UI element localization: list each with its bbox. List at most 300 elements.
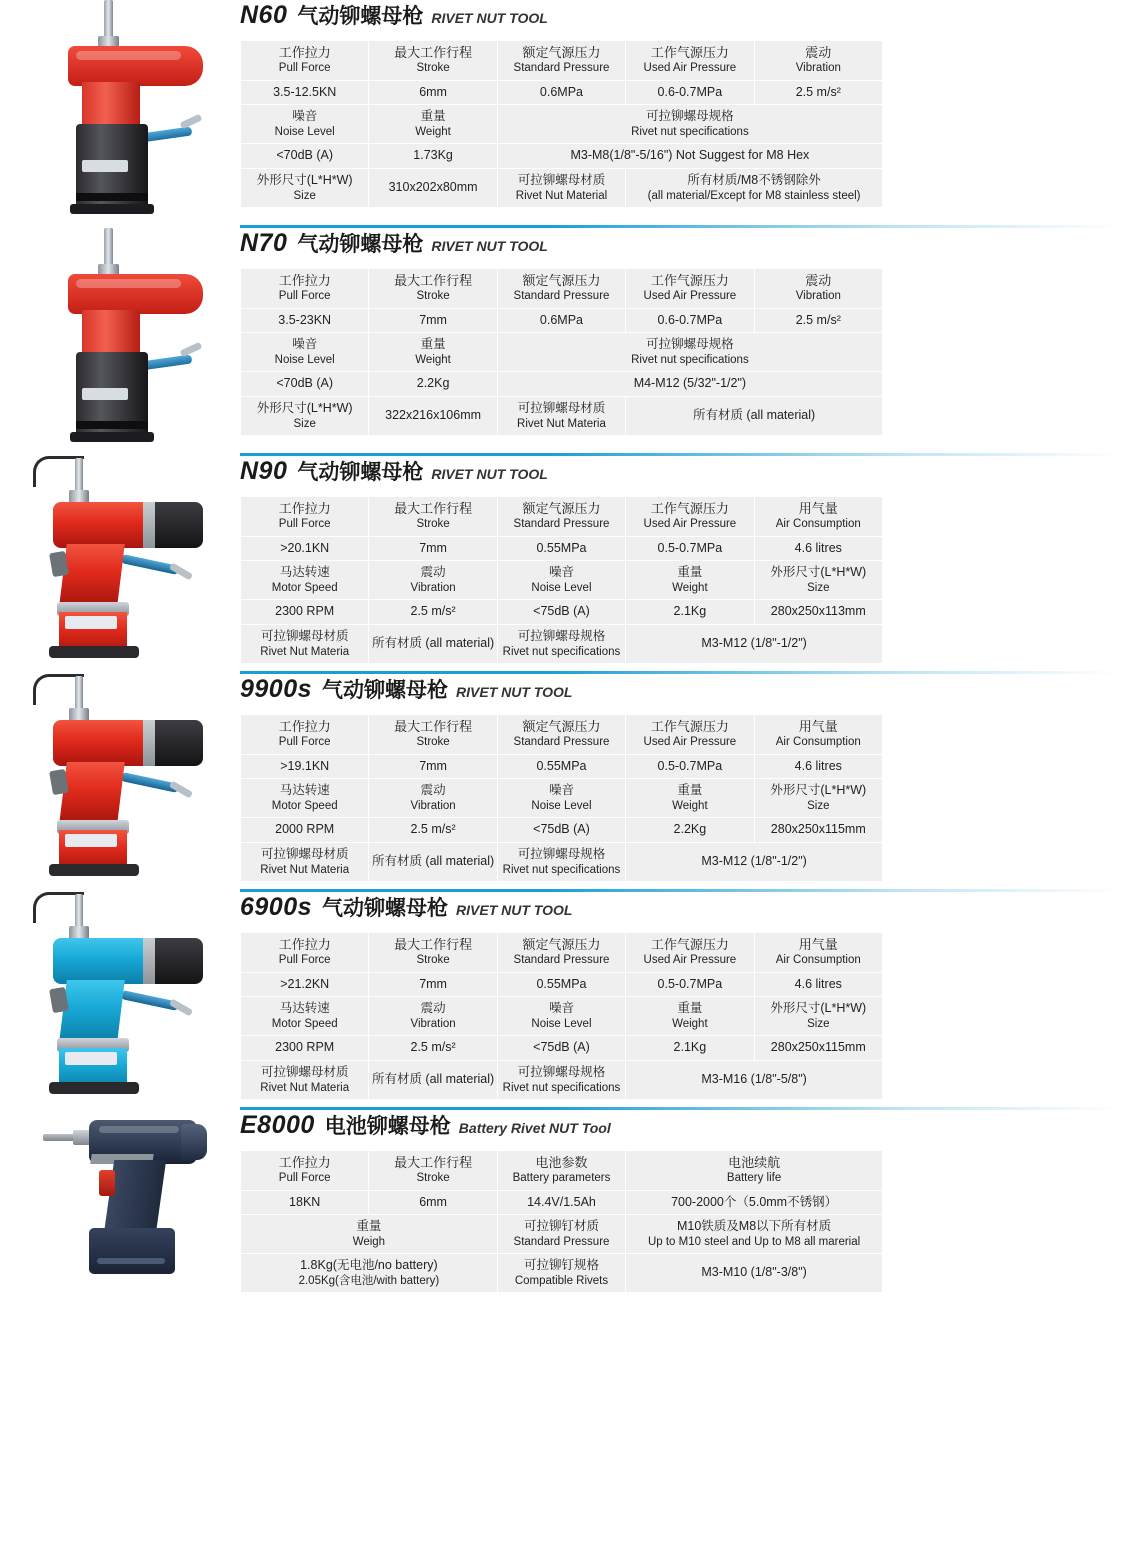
tool-grip <box>59 980 125 1042</box>
spec-value-cell <box>497 308 625 333</box>
spec-label-cn: 可拉铆螺母材质 <box>517 400 606 415</box>
spec-header-cn: 工作拉力 <box>278 719 331 734</box>
spec-header-cn: 最大工作行程 <box>394 45 473 60</box>
spec-header-cell <box>241 933 369 973</box>
spec-value-cell <box>241 1254 498 1293</box>
spec-value-cn: 2.1Kg <box>673 604 707 619</box>
spec-value-cn: 0.5-0.7MPa <box>657 758 723 773</box>
spec-header-cn: 额定气源压力 <box>522 719 601 734</box>
spec-value-cn: 2.5 m/s² <box>795 312 841 327</box>
spec-label-cell <box>497 105 882 144</box>
spec-value-cn: 322x216x106mm <box>385 408 482 423</box>
spec-header-en: Air Consumption <box>775 518 861 531</box>
table-row <box>241 144 883 169</box>
spec-label-cell <box>369 561 497 600</box>
spec-header-cn: 工作气源压力 <box>650 273 729 288</box>
spec-value-cell <box>241 144 369 169</box>
spec-label-cn: 马达转速 <box>279 1001 330 1016</box>
spec-label-cell <box>626 997 754 1036</box>
spec-value-cn: 7mm <box>419 540 447 555</box>
spec-label-en: Vibration <box>410 1017 456 1030</box>
spec-value-cell <box>369 754 497 779</box>
spec-table <box>240 496 883 664</box>
spec-header-cn: 额定气源压力 <box>522 501 601 516</box>
spec-label-cell <box>241 1060 369 1099</box>
spec-value-cn: <70dB (A) <box>276 148 334 163</box>
spec-header-cn: 工作拉力 <box>278 273 331 288</box>
table-row <box>241 624 883 663</box>
spec-label-en: Rivet nut specifications <box>502 1081 621 1094</box>
spec-value-cn: 310x202x80mm <box>388 180 478 195</box>
spec-label-cell <box>369 997 497 1036</box>
spec-value-cell <box>241 536 369 561</box>
spec-value-cn: 7mm <box>419 976 447 991</box>
spec-label-cell <box>497 842 625 881</box>
spec-label-cell <box>241 396 369 435</box>
spec-value-cell <box>369 80 497 105</box>
product-image-pneumatic-red-pistol <box>13 674 228 889</box>
product-block-e8000 <box>0 1110 1140 1310</box>
spec-header-cn: 工作拉力 <box>278 937 331 952</box>
spec-value-cell <box>754 536 882 561</box>
spec-header-cn: 用气量 <box>798 501 838 516</box>
table-row <box>241 1190 883 1215</box>
spec-label-en: Vibration <box>410 799 456 812</box>
spec-label-cn: 可拉铆螺母材质 <box>260 846 349 861</box>
spec-value-cn: 0.55MPa <box>536 758 587 773</box>
spec-header-cell <box>497 41 625 81</box>
product-model: N60 <box>240 1 288 29</box>
spec-value-cn: <75dB (A) <box>533 822 590 837</box>
spec-header-en: Pull Force <box>278 62 331 75</box>
table-row <box>241 168 883 207</box>
spec-label-en: Compatible Rivets <box>514 1274 609 1287</box>
table-row <box>241 41 883 81</box>
spec-value-cell <box>369 1036 497 1061</box>
spec-label-en: Noise Level <box>531 581 592 594</box>
spec-value-cn: 280x250x115mm <box>770 822 866 837</box>
spec-value-cn: >20.1KN <box>280 540 330 555</box>
tool-logo <box>82 160 128 172</box>
product-image-cell <box>0 0 240 225</box>
spec-header-en: Stroke <box>416 62 450 75</box>
table-row <box>241 842 883 881</box>
spec-header-en: Standard Pressure <box>513 518 610 531</box>
spec-label-cell <box>241 1215 498 1254</box>
table-row <box>241 997 883 1036</box>
spec-value-cell <box>369 1060 497 1099</box>
spec-value-cell <box>369 308 497 333</box>
spec-label-cell <box>754 779 882 818</box>
table-row <box>241 269 883 309</box>
spec-value-cell <box>626 168 883 207</box>
tool-trigger <box>49 769 69 795</box>
table-row <box>241 536 883 561</box>
spec-value-cn: 0.5-0.7MPa <box>657 540 723 555</box>
spec-header-en: Used Air Pressure <box>643 290 737 303</box>
product-content <box>240 0 1140 208</box>
tool-logo <box>65 834 117 847</box>
spec-label-cn: 可拉铆螺母规格 <box>646 337 734 352</box>
product-model: N90 <box>240 457 288 485</box>
spec-label-cell <box>241 624 369 663</box>
tool-grip <box>59 762 125 824</box>
spec-label-cn: 可拉铆螺母材质 <box>260 1064 349 1079</box>
spec-value-cell <box>626 818 754 843</box>
spec-label-en: Noise Level <box>531 799 592 812</box>
tool-trigger <box>99 1170 115 1196</box>
spec-value-cell <box>369 818 497 843</box>
spec-header-cell <box>497 497 625 537</box>
spec-value-cn: 2.5 m/s² <box>410 822 456 837</box>
spec-label-cn: 外形尺寸(L*H*W) <box>256 400 353 415</box>
spec-value-cell <box>497 372 882 397</box>
product-name-en: RIVET NUT TOOL <box>456 684 573 700</box>
spec-value-cell <box>369 624 497 663</box>
tool-head <box>68 46 203 86</box>
spec-value-cn: M10铁质及M8以下所有材质 <box>676 1219 832 1234</box>
spec-header-cn: 震动 <box>805 45 832 60</box>
spec-value-cell <box>241 372 369 397</box>
spec-label-cn: 外形尺寸(L*H*W) <box>770 565 867 580</box>
spec-value-cn: <75dB (A) <box>533 1040 590 1055</box>
tool-body <box>82 82 140 128</box>
spec-header-en: Standard Pressure <box>513 954 610 967</box>
spec-header-en: Vibration <box>795 62 841 75</box>
spec-label-en: Size <box>293 417 316 430</box>
spec-label-cell <box>369 333 497 372</box>
spec-value-cn: 4.6 litres <box>794 758 842 773</box>
spec-value-cn: M4-M12 (5/32"-1/2") <box>633 376 747 391</box>
spec-label-en: Standard Pressure <box>513 1235 610 1248</box>
spec-header-cell <box>754 497 882 537</box>
table-row <box>241 1215 883 1254</box>
spec-label-cn: 外形尺寸(L*H*W) <box>770 783 867 798</box>
spec-value-cn: 0.5-0.7MPa <box>657 976 723 991</box>
tool-base <box>49 864 139 876</box>
product-content <box>240 892 1140 1100</box>
spec-label-en: Weight <box>415 353 451 366</box>
product-model: 9900s <box>240 675 313 703</box>
spec-value-cn: 6mm <box>419 1194 447 1209</box>
spec-header-cell <box>497 1151 625 1191</box>
spec-header-en: Vibration <box>795 290 841 303</box>
spec-value-cell <box>241 818 369 843</box>
spec-header-cn: 额定气源压力 <box>522 45 601 60</box>
spec-label-cn: 重量 <box>677 565 703 580</box>
spec-header-cn: 工作拉力 <box>278 1155 331 1170</box>
spec-value-cn: <70dB (A) <box>276 376 334 391</box>
product-model: 6900s <box>240 893 313 921</box>
spec-label-cell <box>754 561 882 600</box>
spec-value-cell <box>241 600 369 625</box>
spec-value-cn: 18KN <box>289 1194 321 1209</box>
product-model: N70 <box>240 229 288 257</box>
spec-header-cell <box>241 41 369 81</box>
product-image-cell <box>0 674 240 889</box>
spec-value-cell <box>369 144 497 169</box>
spec-label-en: Rivet Nut Materia <box>517 417 606 430</box>
spec-label-cn: 可拉铆螺母规格 <box>517 846 606 861</box>
product-name-cn: 气动铆螺母枪 <box>322 897 449 920</box>
spec-label-en: Noise Level <box>531 1017 592 1030</box>
spec-value-en: (all material/Except for M8 stainless steel) <box>647 189 861 202</box>
spec-header-en: Stroke <box>416 736 450 749</box>
spec-header-en: Standard Pressure <box>513 736 610 749</box>
spec-value-cell <box>241 1036 369 1061</box>
spec-label-en: Rivet Nut Materia <box>260 1081 350 1094</box>
product-image-cell <box>0 456 240 671</box>
spec-header-cell <box>369 1151 497 1191</box>
spec-table <box>240 40 883 208</box>
table-row <box>241 1060 883 1099</box>
spec-header-cell <box>626 497 754 537</box>
spec-label-en: Weight <box>672 799 708 812</box>
spec-value-cn: 700-2000个（5.0mm不锈钢） <box>671 1194 838 1209</box>
spec-value-cn: 2.2Kg <box>673 822 707 837</box>
tool-cylinder-rear <box>155 720 203 766</box>
product-title <box>240 892 1112 922</box>
spec-header-cn: 工作拉力 <box>278 45 331 60</box>
spec-value-cn: 2300 RPM <box>275 604 335 619</box>
spec-value-cn: 14.4V/1.5Ah <box>527 1194 596 1209</box>
spec-label-cell <box>497 333 882 372</box>
spec-label-cn: 噪音 <box>292 337 318 352</box>
spec-value-cn: 所有材质 (all material) <box>371 854 495 869</box>
spec-value-cell <box>369 600 497 625</box>
tool-battery <box>89 1228 175 1274</box>
spec-value-cell <box>754 1036 882 1061</box>
spec-value-cell <box>626 80 754 105</box>
table-row <box>241 561 883 600</box>
table-row <box>241 396 883 435</box>
product-name-en: RIVET NUT TOOL <box>431 466 548 482</box>
spec-header-en: Used Air Pressure <box>643 954 737 967</box>
spec-value-cell <box>626 754 754 779</box>
spec-label-cell <box>626 561 754 600</box>
spec-value-cell <box>497 1190 625 1215</box>
spec-label-en: Rivet Nut Materia <box>260 863 350 876</box>
spec-label-cell <box>369 105 497 144</box>
spec-value-en: Up to M10 steel and Up to M8 all marerial <box>647 1235 861 1248</box>
spec-label-cn: 外形尺寸(L*H*W) <box>770 1001 867 1016</box>
spec-header-en: Stroke <box>416 518 450 531</box>
spec-label-cn: 震动 <box>420 565 446 580</box>
spec-value-cell <box>497 818 625 843</box>
table-row <box>241 818 883 843</box>
spec-header-cell <box>626 715 754 755</box>
spec-value-cell <box>369 1190 497 1215</box>
product-image-pneumatic-red <box>20 228 220 453</box>
product-name-en: RIVET NUT TOOL <box>456 902 573 918</box>
spec-table <box>240 932 883 1100</box>
spec-label-cn: 噪音 <box>548 783 574 798</box>
spec-value-cn: 所有材质 (all material) <box>371 636 495 651</box>
spec-value-cn: 280x250x113mm <box>770 604 866 619</box>
spec-header-cn: 最大工作行程 <box>394 1155 473 1170</box>
spec-header-cell <box>626 41 754 81</box>
tool-cylinder <box>53 502 203 548</box>
spec-label-cn: 外形尺寸(L*H*W) <box>256 172 353 187</box>
table-row <box>241 497 883 537</box>
spec-header-cn: 最大工作行程 <box>394 273 473 288</box>
spec-value-cn: >19.1KN <box>280 758 330 773</box>
spec-header-cn: 工作拉力 <box>278 501 331 516</box>
spec-label-cell <box>241 842 369 881</box>
spec-value-cell <box>626 1036 754 1061</box>
spec-label-cell <box>497 561 625 600</box>
spec-value-cell <box>497 80 625 105</box>
spec-value-cell <box>754 80 882 105</box>
tool-body <box>82 310 140 356</box>
spec-label-cn: 可拉铆钉规格 <box>523 1258 599 1273</box>
spec-value-cell <box>241 1190 369 1215</box>
spec-header-cn: 用气量 <box>798 719 838 734</box>
spec-value-cn: 2.5 m/s² <box>410 604 456 619</box>
tool-logo <box>65 1052 117 1065</box>
product-title <box>240 0 1112 30</box>
air-fitting <box>180 342 203 358</box>
spec-header-cn: 用气量 <box>798 937 838 952</box>
spec-value-cn: M3-M10 (1/8"-3/8") <box>701 1265 807 1280</box>
product-title <box>240 228 1112 258</box>
spec-value-cn: 所有材质/M8不锈钢除外 <box>687 172 821 187</box>
spec-header-cn: 工作气源压力 <box>650 501 729 516</box>
table-row <box>241 1151 883 1191</box>
spec-header-cn: 工作气源压力 <box>650 45 729 60</box>
air-fitting <box>180 114 203 130</box>
tool-cylinder <box>53 938 203 984</box>
spec-value-cn: 7mm <box>419 758 447 773</box>
spec-label-en: Rivet nut specifications <box>502 645 621 658</box>
spec-header-cn: 工作气源压力 <box>650 937 729 952</box>
spec-header-en: Battery parameters <box>512 1172 611 1185</box>
spec-label-cn: 可拉铆螺母材质 <box>517 172 606 187</box>
spec-value-cn: 7mm <box>419 312 447 327</box>
product-image-battery-tool <box>13 1110 228 1310</box>
spec-header-cell <box>754 933 882 973</box>
spec-value-cell <box>369 536 497 561</box>
table-row <box>241 933 883 973</box>
spec-value-cell <box>754 818 882 843</box>
spec-value-cell <box>241 972 369 997</box>
product-name-cn: 电池铆螺母枪 <box>324 1115 451 1138</box>
table-row <box>241 105 883 144</box>
product-name-cn: 气动铆螺母枪 <box>297 233 424 256</box>
spec-header-cell <box>754 269 882 309</box>
spec-label-cell <box>369 779 497 818</box>
spec-label-cn: 可拉铆钉材质 <box>523 1219 599 1234</box>
spec-header-cn: 最大工作行程 <box>394 719 473 734</box>
spec-value-cn: 0.6MPa <box>539 312 584 327</box>
spec-header-en: Used Air Pressure <box>643 736 737 749</box>
spec-value-cn: 2000 RPM <box>275 822 335 837</box>
spec-label-en: Motor Speed <box>271 799 338 812</box>
spec-label-en: Size <box>807 1017 830 1030</box>
tool-base <box>49 646 139 658</box>
product-name-en: Battery Rivet NUT Tool <box>458 1120 611 1136</box>
product-title <box>240 674 1112 704</box>
spec-header-cell <box>754 715 882 755</box>
spec-header-en: Pull Force <box>278 1172 331 1185</box>
spec-value-cell <box>626 624 883 663</box>
product-name-en: RIVET NUT TOOL <box>431 238 548 254</box>
spec-label-cell <box>626 779 754 818</box>
spec-value-cn: 4.6 litres <box>794 976 842 991</box>
spec-label-cell <box>754 997 882 1036</box>
spec-header-cell <box>369 497 497 537</box>
spec-label-cell <box>497 1060 625 1099</box>
spec-header-en: Standard Pressure <box>513 290 610 303</box>
spec-value-cell <box>369 972 497 997</box>
spec-value-cell <box>369 168 497 207</box>
spec-label-en: Weight <box>415 125 451 138</box>
spec-value-cell <box>497 972 625 997</box>
spec-label-en: Rivet Nut Materia <box>260 645 350 658</box>
spec-label-cell <box>241 997 369 1036</box>
spec-value-cn: 3.5-23KN <box>278 312 332 327</box>
spec-header-en: Stroke <box>416 290 450 303</box>
spec-label-cell <box>497 779 625 818</box>
spec-table <box>240 268 883 436</box>
spec-header-cn: 额定气源压力 <box>522 273 601 288</box>
spec-value-cn: 280x250x115mm <box>770 1040 866 1055</box>
tool-base <box>70 204 154 214</box>
spec-header-en: Pull Force <box>278 954 331 967</box>
spec-value-cell <box>626 972 754 997</box>
product-content <box>240 456 1140 664</box>
product-name-cn: 气动铆螺母枪 <box>322 679 449 702</box>
table-row <box>241 1254 883 1293</box>
spec-value-cell <box>626 600 754 625</box>
spec-value-cn: 0.6-0.7MPa <box>657 84 723 99</box>
spec-header-cell <box>754 41 882 81</box>
spec-value-cell <box>754 972 882 997</box>
spec-header-en: Pull Force <box>278 290 331 303</box>
product-name-en: RIVET NUT TOOL <box>431 10 548 26</box>
spec-header-cn: 电池续航 <box>728 1155 781 1170</box>
spec-value-cell <box>369 396 497 435</box>
spec-label-en: Size <box>807 581 830 594</box>
spec-value-cn: 3.5-12.5KN <box>273 84 337 99</box>
spec-label-cn: 噪音 <box>548 565 574 580</box>
spec-value-cell <box>626 1190 883 1215</box>
spec-value-cell <box>754 600 882 625</box>
spec-label-cn: 可拉铆螺母规格 <box>517 628 606 643</box>
tool-head <box>68 274 203 314</box>
spec-label-cn: 噪音 <box>292 109 318 124</box>
spec-header-cell <box>626 1151 883 1191</box>
spec-header-cn: 最大工作行程 <box>394 937 473 952</box>
tool-cylinder-rear <box>155 502 203 548</box>
spec-value-cell <box>497 144 882 169</box>
spec-header-cell <box>241 715 369 755</box>
table-row <box>241 600 883 625</box>
spec-label-en: Size <box>807 799 830 812</box>
spec-value-cn: <75dB (A) <box>533 604 590 619</box>
spec-value-cn: 2.5 m/s² <box>795 84 841 99</box>
spec-value-cn: 1.8Kg(无电池/no battery) <box>300 1258 438 1273</box>
table-row <box>241 80 883 105</box>
spec-value-cn: M3-M16 (1/8"-5/8") <box>701 1072 807 1087</box>
spec-header-en: Pull Force <box>278 518 331 531</box>
spec-header-en: Stroke <box>416 1172 450 1185</box>
table-row <box>241 779 883 818</box>
spec-value-cell <box>626 308 754 333</box>
spec-header-cell <box>241 269 369 309</box>
spec-label-cell <box>241 333 369 372</box>
tool-rear-cap <box>181 1124 207 1160</box>
